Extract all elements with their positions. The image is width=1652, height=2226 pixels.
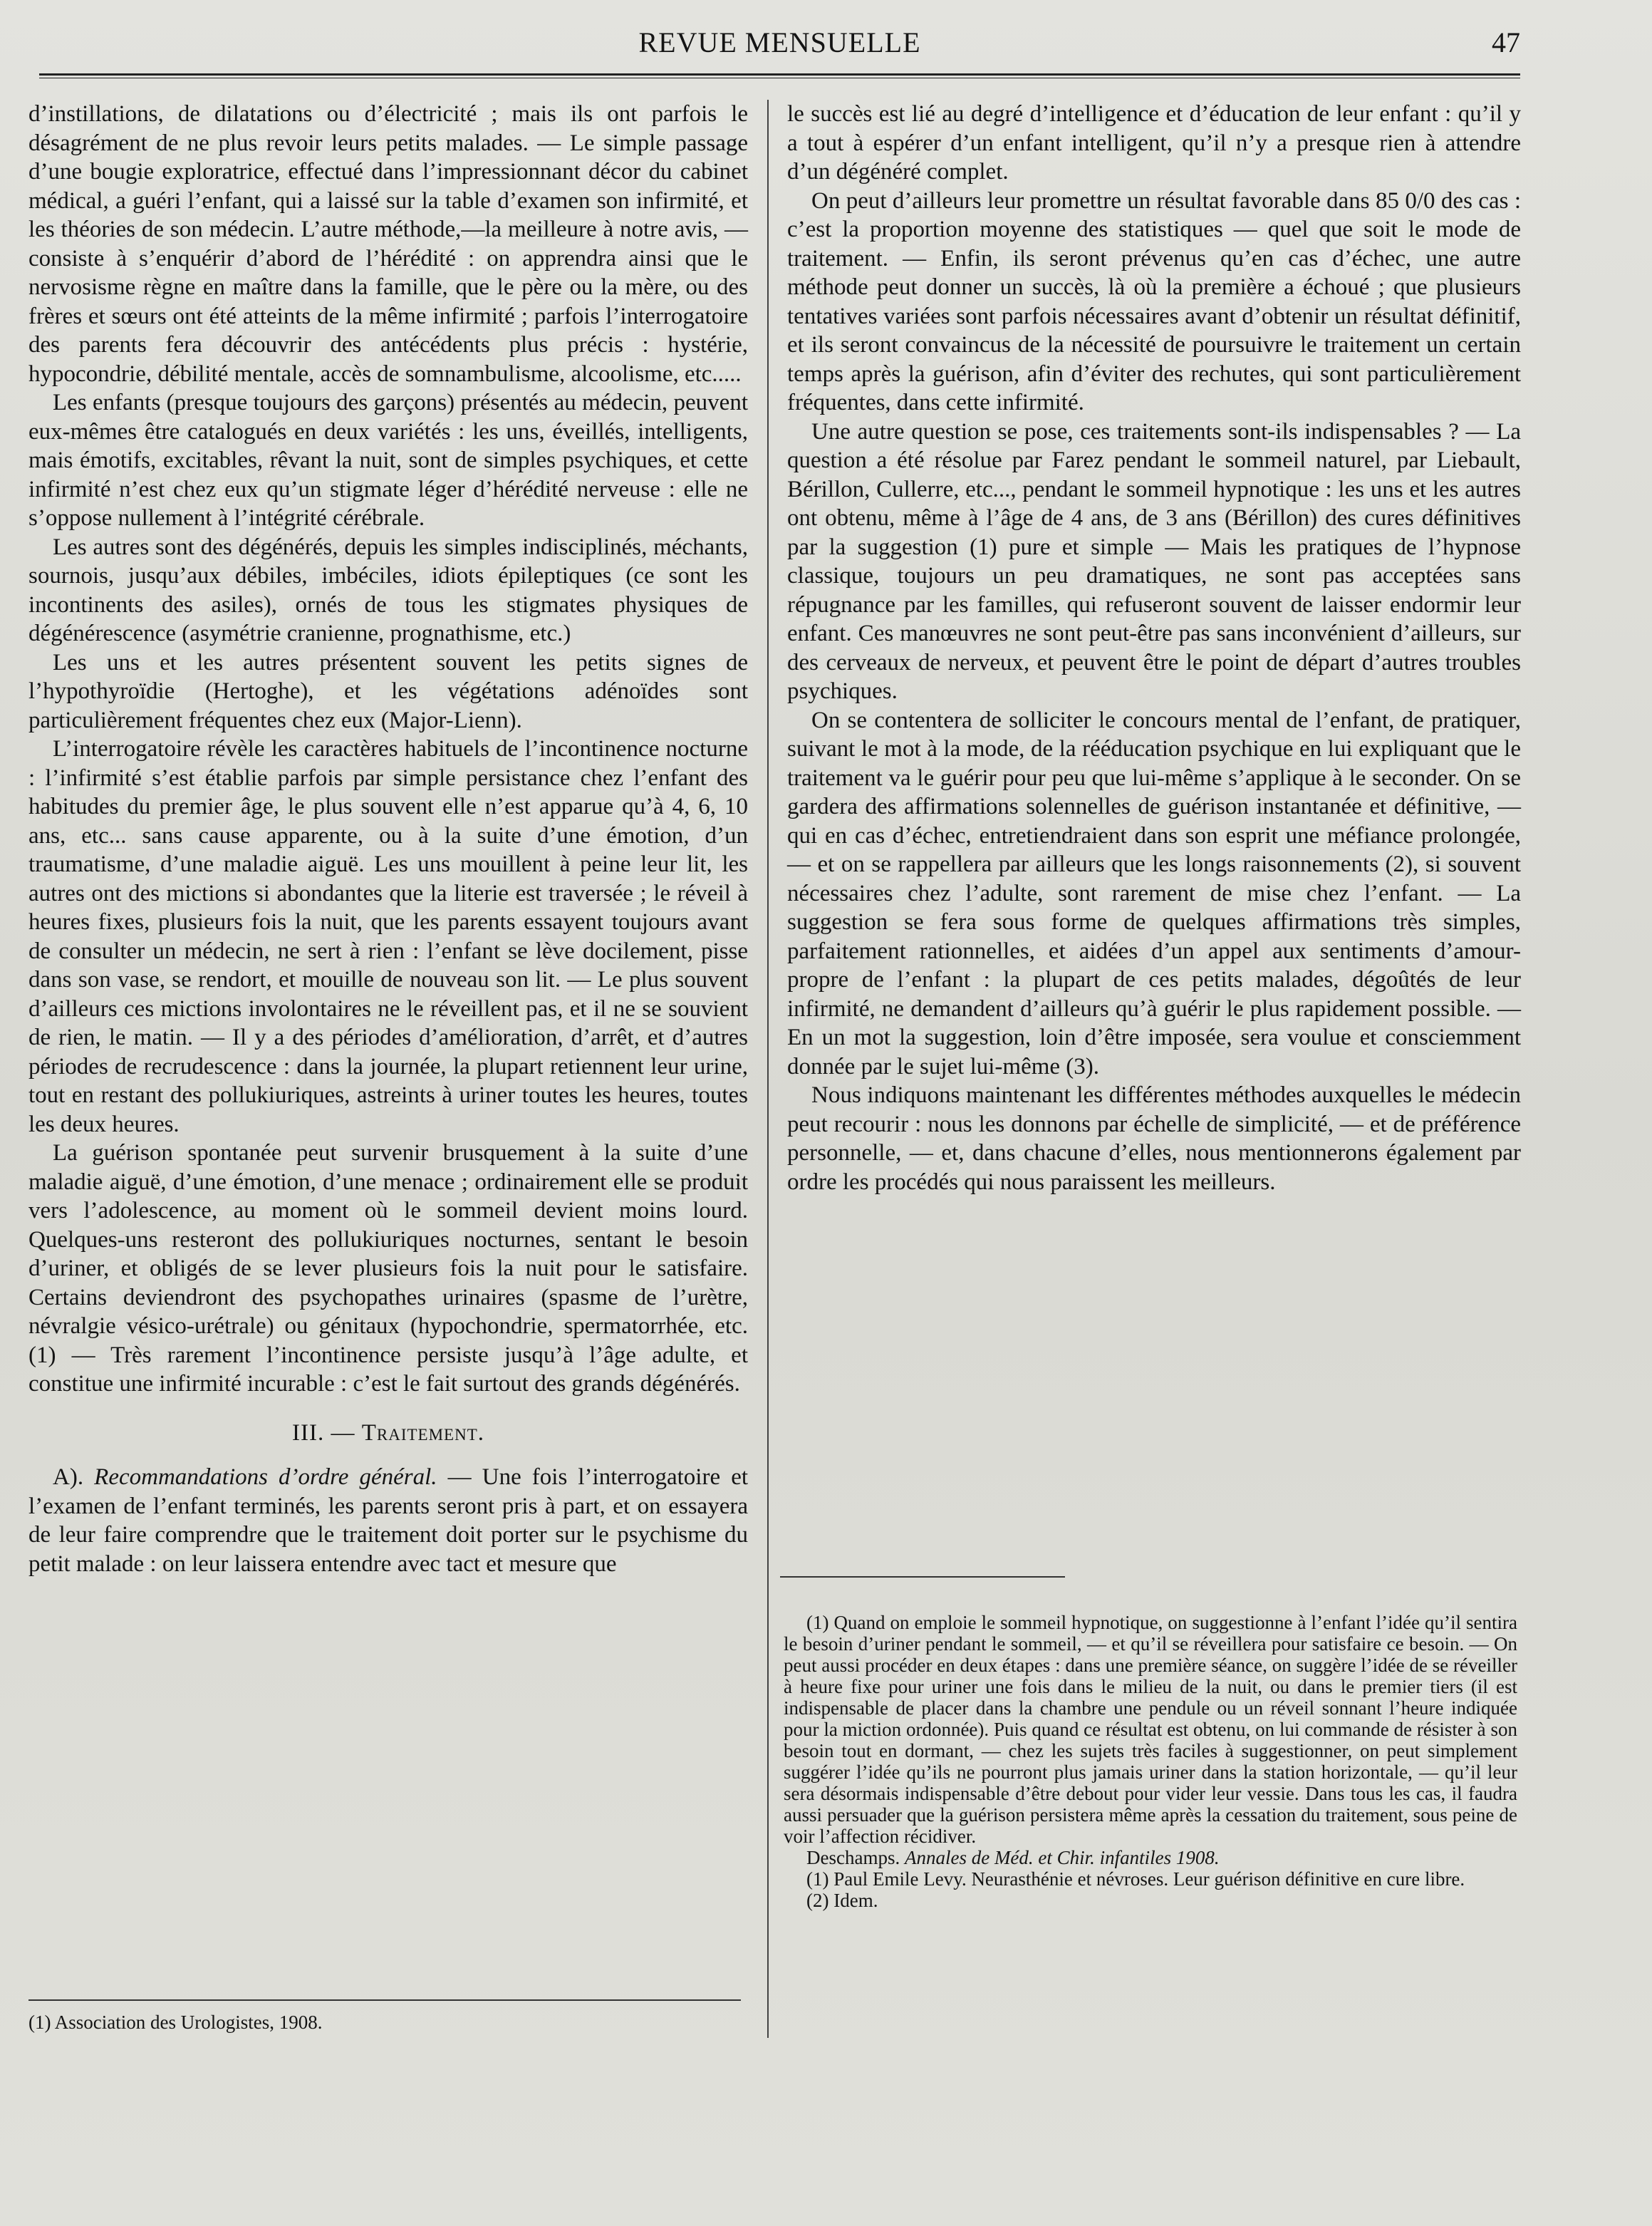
- column-divider: [767, 100, 769, 2038]
- footnotes-right: [784, 1612, 1517, 1911]
- section-heading: [28, 1419, 748, 1448]
- paragraph: Une autre question se pose, ces traitements sont-ils indispensables ? — La question a été résolue par Farez pendant le sommeil naturel, par Liebault, Bérillon, Cullerre, etc..., pendant le sommeil hypnotique : les uns et les autres ont obtenu, même à l’âge de 4 ans, de 3 ans (Bérillon) des cures définitives par la suggestion (1) pure et simple — Mais les pratiques de l’hypnose classique, toujours un peu dramatiques, ne sont pas acceptées sans répugnance par les familles, qui refuseront souvent de laisser endormir leur enfant. Ces manœuvres ne sont peut-être pas sans inconvénient d’ailleurs, sur des cerveaux de nerveux, et peuvent être le point de départ d’autres troubles psychiques.: [787, 418, 1521, 704]
- section-title: Traitement.: [361, 1419, 484, 1446]
- footnotes-left: [28, 2011, 741, 2034]
- subhead-title: Recommandations d’ordre général.: [94, 1464, 437, 1490]
- paragraph: On peut d’ailleurs leur promettre un résultat favorable dans 85 0/0 des cas : c’est la proportion moyenne des statistiques — quel que soit le mode de traitement. — Enfin, ils seront prévenus qu’en cas d’échec, une autre méthode peut donner un succès, là où la première a échoué ; que plusieurs tentatives variées sont parfois nécessaires avant d’obtenir un résultat définitif, et ils seront convaincus de la nécessité de poursuivre le traitement un certain temps après la guérison, afin d’éviter des rechutes, qui sont particulièrement fréquentes, dans cette infirmité.: [787, 187, 1521, 415]
- paragraph: Les enfants (presque toujours des garçons) présentés au médecin, peuvent eux-mêmes être catalogués en deux variétés : les uns, éveillés, intelligents, mais émotifs, excitables, rêvant la nuit, sont de simples psychiques, et cette infirmité n’est chez eux qu’un stigmate léger d’hérédité nerveuse : elle ne s’oppose nullement à l’intégrité cérébrale.: [28, 390, 748, 531]
- page-header: [39, 20, 1520, 70]
- paragraph: le succès est lié au degré d’intelligence et d’éducation de leur enfant : qu’il y a tout à espérer d’un enfant intelligent, qu’il n’y a presque rien à attendre d’un dégénéré complet.: [787, 101, 1521, 185]
- footnote: (1) Quand on emploie le sommeil hypnotique, on suggestionne à l’enfant l’idée qu’il sentira le besoin d’uriner pendant le sommeil, — et qu’il se réveillera pour satisfaire ce besoin. — On peut aussi procéder en deux étapes : dans une première séance, on suggère l’idée de se réveiller à heure fixe pour uriner une fois dans le milieu de la nuit, ou dans le premier tiers (il est indispensable de placer dans la chambre une pendule ou un réveil sonnant l’heure indiquée pour la miction ordonnée). Puis quand ce résultat est obtenu, on lui commande de résister à son besoin tout en dormant, — chez les sujets très faciles à suggestionner, on peut simplement suggérer l’idée qu’ils ne pourront plus jamais uriner dans la station horizontale, — qu’il leur sera désormais indispensable d’être debout pour vider leur vessie. Dans tous les cas, il faudra aussi persuader que la guérison persistera même après la cessation du traitement, sous peine de voir l’affection récidiver.: [784, 1612, 1517, 1847]
- paragraph: Les uns et les autres présentent souvent les petits signes de l’hypothyroïdie (Hertoghe), et les végétations adénoïdes sont particulièrement fréquentes chez eux (Major-Lienn).: [28, 649, 748, 733]
- section-number: III. —: [292, 1419, 355, 1446]
- footnote-rule: [780, 1576, 1065, 1578]
- paragraph: La guérison spontanée peut survenir brusquement à la suite d’une maladie aiguë, d’une émotion, d’une menace ; ordinairement elle se produit vers l’adolescence, au moment où le sommeil devient moins lourd. Quelques-uns resteront des pollukiuriques nocturnes, sentant le besoin d’uriner, et obligés de se lever plusieurs fois la nuit pour le satisfaire. Certains deviendront des psychopathes urinaires (spasme de l’urètre, névralgie vésico-urétrale) ou génitaux (hypochondrie, spermatorrhée, etc. (1) — Très rarement l’incontinence persiste jusqu’à l’âge adulte, et constitue une infirmité incurable : c’est le fait surtout des grands dégénérés.: [28, 1140, 748, 1397]
- paragraph: Nous indiquons maintenant les différentes méthodes auxquelles le médecin peut recourir : nous les donnons par échelle de simplicité, — et de préférence personnelle, — et, dans chacune d’elles, nous mentionnerons également par ordre les procédés qui nous paraissent les meilleurs.: [787, 1082, 1521, 1195]
- header-rule: [39, 73, 1520, 78]
- subhead-text: — Une fois l’interrogatoire et l’examen de l’enfant terminés, les parents seront pris à part, et on essayera de leur faire comprendre que le traitement doit porter sur le psychisme du petit malade : on leur laissera entendre avec tact et mesure que: [28, 1464, 749, 1577]
- footnote: (1) Association des Urologistes, 1908.: [28, 2012, 323, 2033]
- page-number: 47: [1492, 26, 1520, 58]
- footnote-citation: [784, 1847, 1517, 1868]
- paragraph: L’interrogatoire révèle les caractères habituels de l’incontinence nocturne : l’infirmité s’est établie parfois par simple persistance chez l’enfant des habitudes du premier âge, le plus souvent elle n’est apparue qu’à 4, 6, 10 ans, etc... sans cause apparente, ou à la suite d’une émotion, d’un traumatisme, d’une maladie aiguë. Les uns mouillent à peine leur lit, les autres ont des mictions si abondantes que la literie est traversée ; le réveil à heures fixes, plusieurs fois la nuit, que les parents essayent toujours avant de consulter un médecin, ne sert à rien : l’enfant se lève docilement, pisse dans son vase, se rendort, et mouille de nouveau son lit. — Le plus souvent d’ailleurs ces mictions involontaires ne le réveillent pas, et il ne se souvient de rien, le matin. — Il y a des périodes d’amélioration, d’arrêt, et d’autres périodes de recrudescence : dans la journée, la plupart retiennent leur urine, tout en restant des pollukiuriques, astreints à uriner toutes les heures, toutes les deux heures.: [28, 736, 748, 1137]
- subhead-label: A).: [53, 1464, 84, 1490]
- citation-author: Deschamps.: [806, 1847, 900, 1868]
- paragraph: On se contentera de solliciter le concours mental de l’enfant, de pratiquer, suivant le mot à la mode, de la rééducation psychique en lui expliquant que le traitement va le guérir pour peu que lui-même s’applique à le seconder. On se gardera des affirmations solennelles de guérison instantanée et définitive, — qui en cas d’échec, entretiendraient dans son esprit une méfiance prolongée, — et on se rappellera par ailleurs que les longs raisonnements (2), si souvent nécessaires chez l’adulte, sont rarement de mise chez l’enfant. — La suggestion se fera sous forme de quelques affirmations très simples, parfaitement rationnelles, et aidées d’un appel aux sentiments d’amour-propre de l’enfant : la plupart de ces petits malades, dégoûtés de leur infirmité, ne demandent d’ailleurs qu’à guérir le plus rapidement possible. — En un mot la suggestion, loin d’être imposée, sera voulue et consciemment donnée par le sujet lui-même (3).: [787, 707, 1521, 1080]
- citation-journal: Annales de Méd. et Chir. infantiles 1908.: [904, 1847, 1220, 1868]
- footnote: (1) Paul Emile Levy. Neurasthénie et névroses. Leur guérison définitive en cure libre.: [806, 1868, 1465, 1890]
- footnote: (2) Idem.: [806, 1890, 878, 1911]
- subsection-paragraph: [28, 1463, 748, 1578]
- footnote-rule: [28, 1999, 741, 2001]
- paragraph: Les autres sont des dégénérés, depuis les simples indisciplinés, méchants, sournois, jusqu’aux débiles, imbéciles, idiots épileptiques (ce sont les incontinents des asiles), ornés de tous les stigmates physiques de dégénérescence (asymétrie cranienne, prognathisme, etc.): [28, 534, 748, 646]
- right-column: [787, 100, 1521, 1196]
- running-title: REVUE MENSUELLE: [638, 26, 921, 58]
- paragraph: d’instillations, de dilatations ou d’électricité ; mais ils ont parfois le désagrément de ne plus revoir leurs petits malades. — Le simple passage d’une bougie exploratrice, effectué dans l’impressionnant décor du cabinet médical, a guéri l’enfant, qui a laissé sur la table d’examen son infirmité, et les théories de son médecin. L’autre méthode,—la meilleure à notre avis, — consiste à s’enquérir d’abord de l’hérédité : on apprendra ainsi que le nervosisme règne en maître dans la famille, que le père ou la mère, ou des frères et sœurs ont été atteints de la même infirmité ; parfois l’interrogatoire des parents fera découvrir des antécédents plus précis : hystérie, hypocondrie, débilité mentale, accès de somnambulisme, alcoolisme, etc.....: [28, 101, 748, 387]
- left-column: [28, 100, 748, 1578]
